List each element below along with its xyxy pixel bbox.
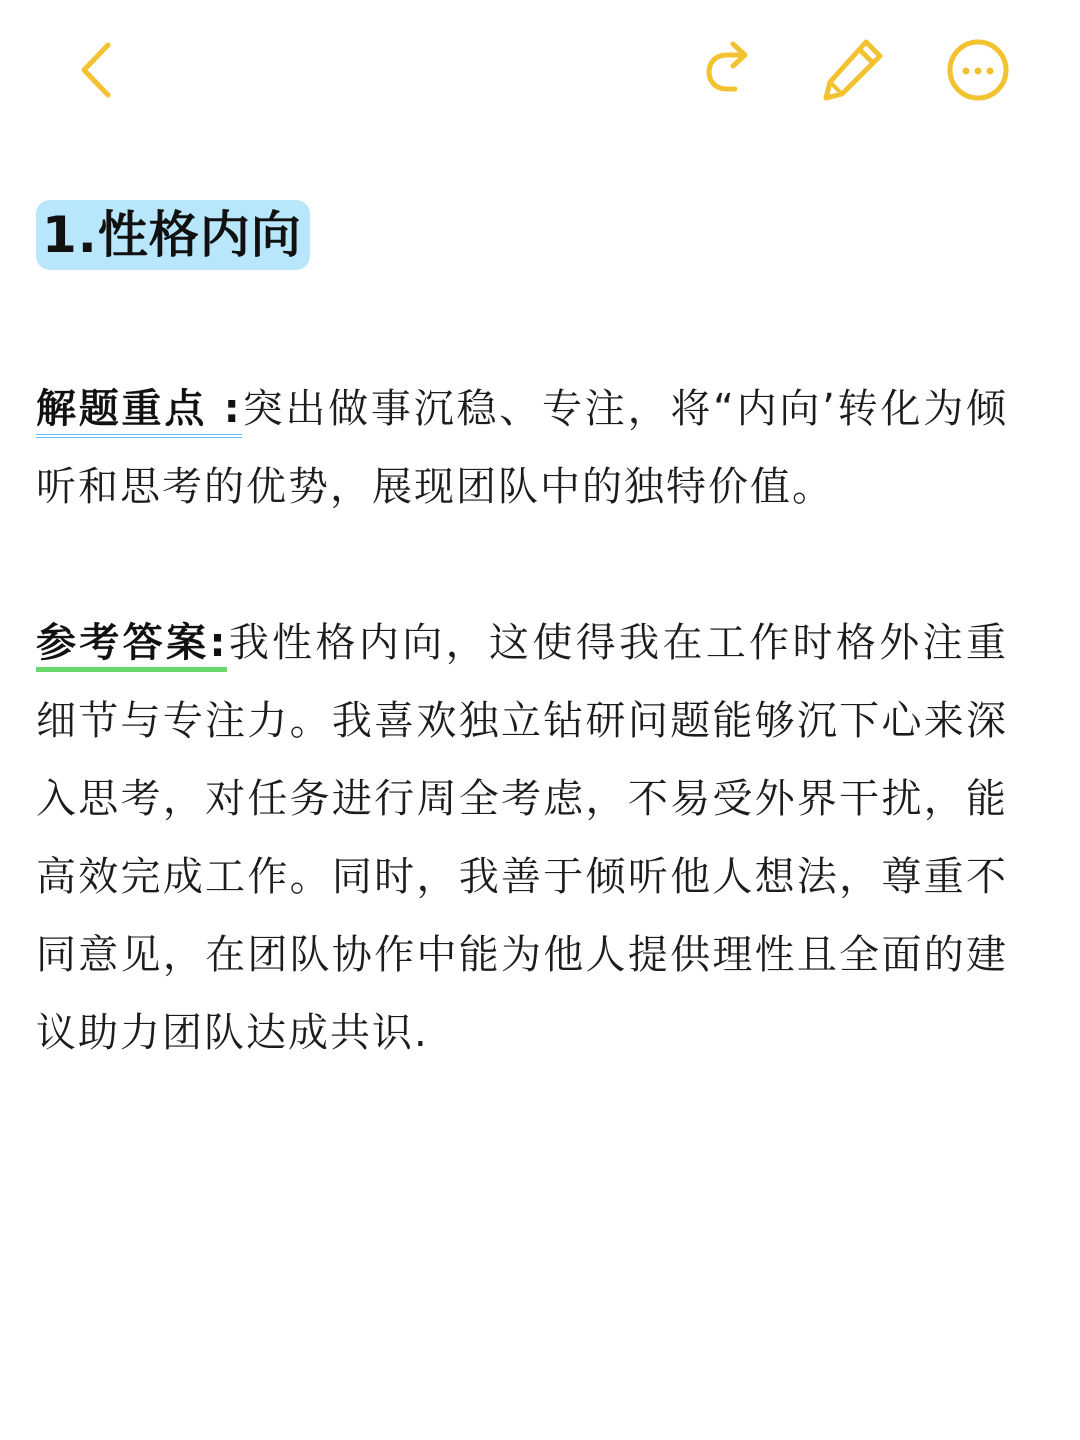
answer-label: 参考答案:	[36, 620, 227, 672]
section-heading: 1.性格内向	[36, 200, 310, 270]
edit-button[interactable]	[812, 30, 892, 110]
more-button[interactable]	[938, 30, 1018, 110]
key-point-paragraph	[36, 370, 1008, 526]
top-toolbar	[0, 0, 1080, 140]
back-button[interactable]	[56, 30, 136, 110]
pencil-icon	[816, 34, 888, 106]
back-chevron-icon	[66, 35, 126, 105]
note-content	[36, 200, 1008, 1072]
answer-text: 我性格内向，这使得我在工作时格外注重细节与专注力。我喜欢独立钻研问题能够沉下心来深入思考，对任务进行周全考虑，不易受外界干扰，能高效完成工作。同时，我善于倾听他人想法，尊重不同意见，在团队协作中能为他人提供理性且全面的建议助力团队达成共识.	[36, 620, 1008, 1056]
key-point-label: 解题重点 :	[36, 386, 242, 438]
share-button[interactable]	[690, 30, 770, 110]
key-point-text: 突出做事沉稳、专注，将“内向’转化为倾听和思考的优势，展现团队中的独特价值。	[36, 386, 1009, 510]
more-dots-icon	[943, 35, 1013, 105]
share-forward-icon	[695, 35, 765, 105]
answer-paragraph	[36, 604, 1008, 1072]
